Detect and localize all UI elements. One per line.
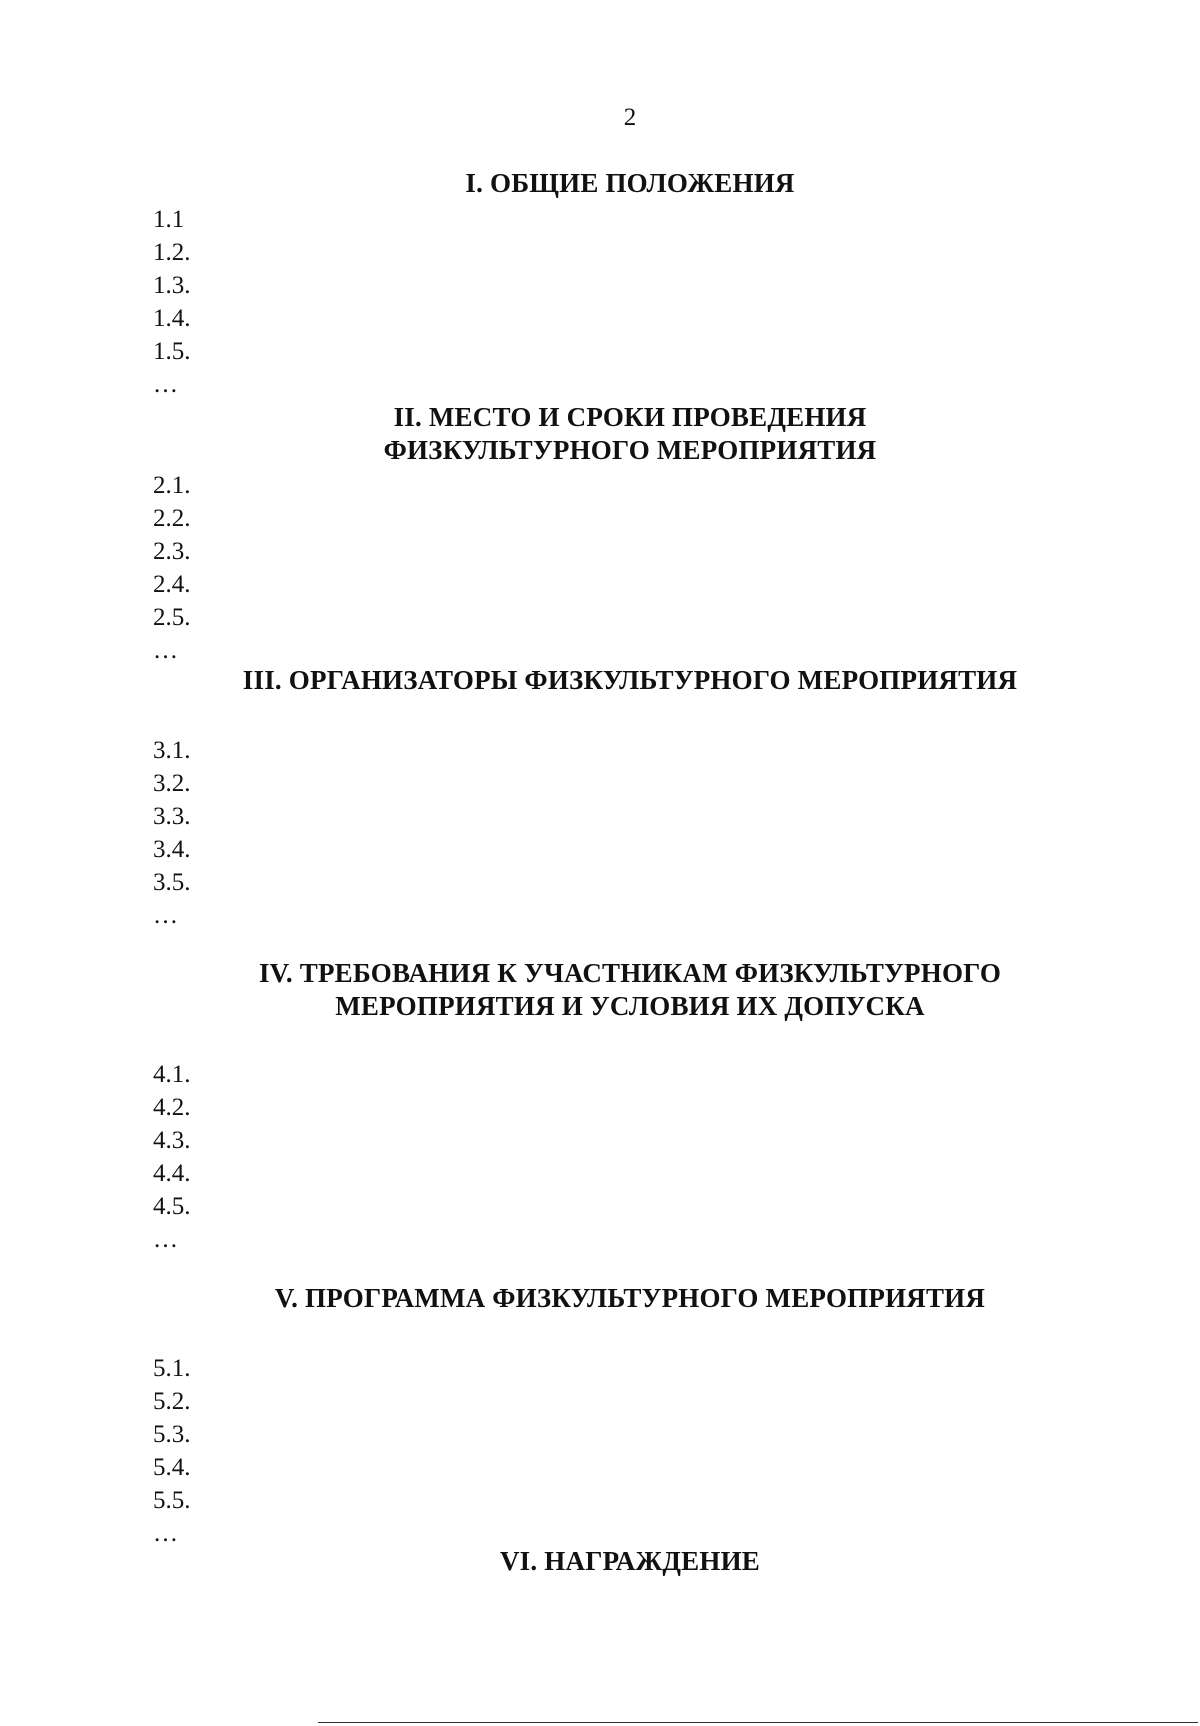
list-item: 2.1.: [153, 472, 191, 499]
list-item: 2.5.: [153, 604, 191, 631]
list-item: 3.1.: [153, 737, 191, 764]
list-item: 4.4.: [153, 1160, 191, 1187]
section-items-5: [153, 1352, 191, 1550]
list-item: …: [153, 371, 178, 398]
list-item: 5.5.: [153, 1487, 191, 1514]
section-heading-line: МЕРОПРИЯТИЯ И УСЛОВИЯ ИХ ДОПУСКА: [335, 991, 925, 1021]
section-items-1: [153, 203, 191, 401]
footer-rule: [318, 1722, 1198, 1723]
list-item: 4.2.: [153, 1094, 191, 1121]
section-heading-line: VI. НАГРАЖДЕНИЕ: [499, 1546, 760, 1576]
list-item: …: [153, 1226, 178, 1253]
section-heading-2: [0, 401, 1200, 467]
list-item: 5.4.: [153, 1454, 191, 1481]
section-heading-line: V. ПРОГРАММА ФИЗКУЛЬТУРНОГО МЕРОПРИЯТИЯ: [274, 1283, 986, 1313]
list-item: 1.1: [153, 206, 185, 233]
list-item: 1.3.: [153, 272, 191, 299]
list-item: 5.1.: [153, 1355, 191, 1382]
list-item: …: [153, 1520, 178, 1547]
list-item: 2.3.: [153, 538, 191, 565]
list-item: 4.5.: [153, 1193, 191, 1220]
section-items-3: [153, 734, 191, 932]
section-heading-3: [0, 664, 1200, 697]
list-item: 3.2.: [153, 770, 191, 797]
list-item: 5.3.: [153, 1421, 191, 1448]
section-heading-line: II. МЕСТО И СРОКИ ПРОВЕДЕНИЯ: [393, 402, 867, 432]
section-heading-line: ФИЗКУЛЬТУРНОГО МЕРОПРИЯТИЯ: [383, 435, 877, 465]
list-item: 3.3.: [153, 803, 191, 830]
list-item: 1.2.: [153, 239, 191, 266]
list-item: 2.2.: [153, 505, 191, 532]
list-item: 1.4.: [153, 305, 191, 332]
list-item: 3.5.: [153, 869, 191, 896]
list-item: 2.4.: [153, 571, 191, 598]
list-item: 4.1.: [153, 1061, 191, 1088]
list-item: …: [153, 637, 178, 664]
section-heading-line: III. ОРГАНИЗАТОРЫ ФИЗКУЛЬТУРНОГО МЕРОПРИЯТИЯ: [242, 665, 1018, 695]
section-heading-1: [0, 167, 1200, 200]
list-item: 1.5.: [153, 338, 191, 365]
list-item: …: [153, 902, 178, 929]
page-number: 2: [623, 104, 637, 131]
section-heading-4: [0, 957, 1200, 1023]
section-heading-5: [0, 1282, 1200, 1315]
section-heading-line: IV. ТРЕБОВАНИЯ К УЧАСТНИКАМ ФИЗКУЛЬТУРНОГО: [258, 958, 1002, 988]
section-items-4: [153, 1058, 191, 1256]
list-item: 5.2.: [153, 1388, 191, 1415]
list-item: 4.3.: [153, 1127, 191, 1154]
section-heading-line: I. ОБЩИЕ ПОЛОЖЕНИЯ: [465, 168, 795, 198]
section-items-2: [153, 469, 191, 667]
list-item: 3.4.: [153, 836, 191, 863]
section-heading-6: [0, 1545, 1200, 1578]
